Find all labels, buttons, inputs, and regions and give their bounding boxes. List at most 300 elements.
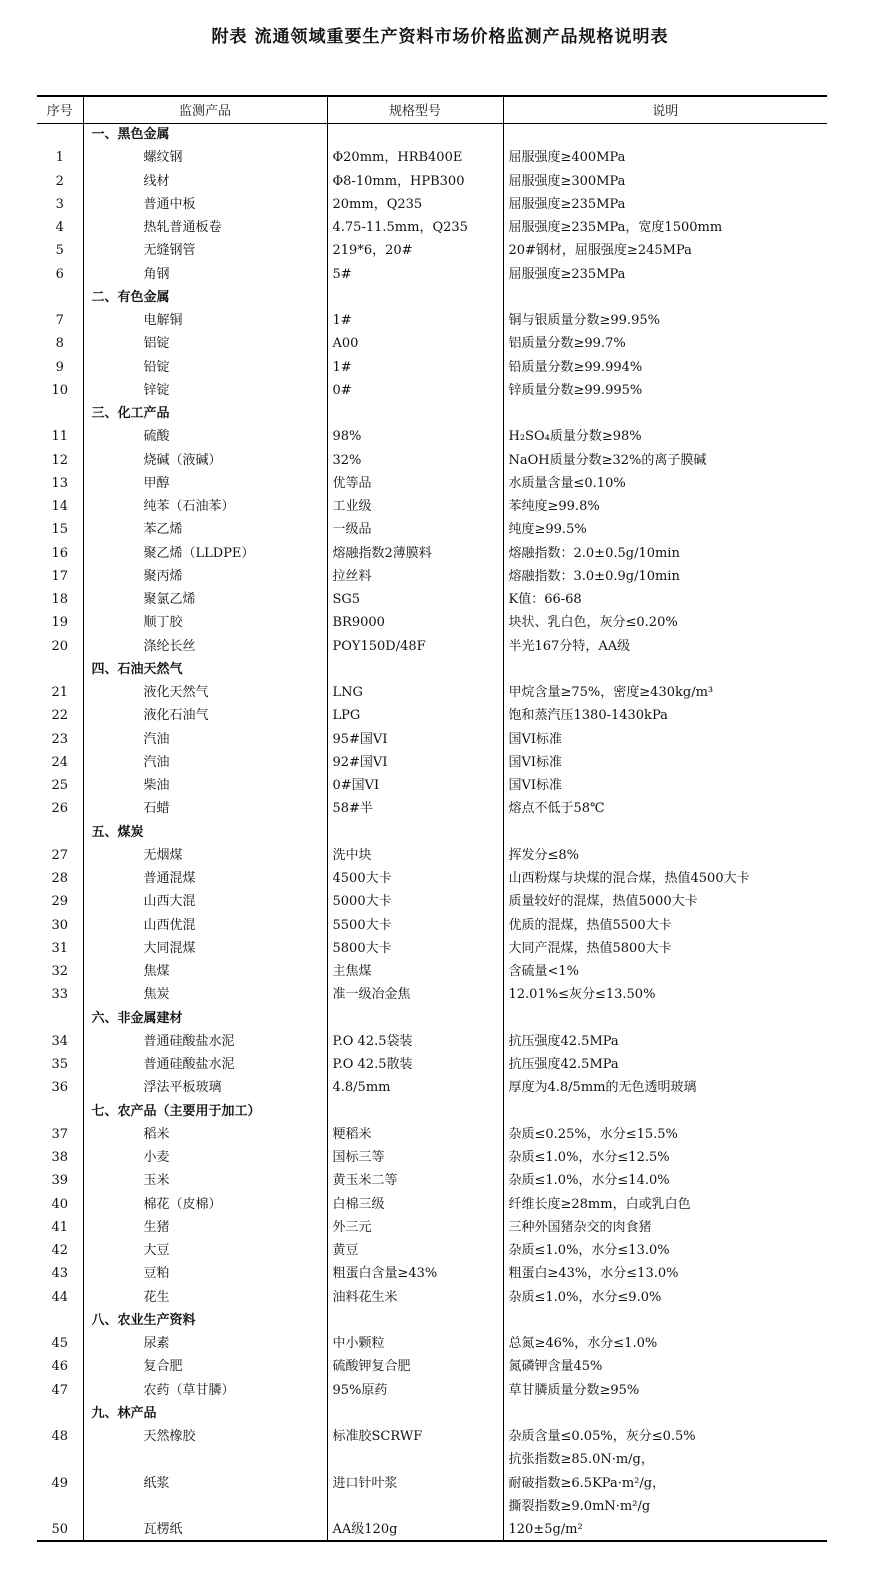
desc-cell: 国VI标准 bbox=[503, 751, 827, 774]
desc-cell: 熔点不低于58℃ bbox=[503, 797, 827, 820]
desc-cell: 甲烷含量≥75%，密度≥430kg/m³ bbox=[503, 681, 827, 704]
spec-table bbox=[37, 95, 827, 1542]
desc-cell: 12.01%≤灰分≤13.50% bbox=[503, 983, 827, 1006]
table-row bbox=[37, 1262, 827, 1285]
table-row bbox=[37, 332, 827, 355]
table-row bbox=[37, 425, 827, 448]
table-row bbox=[37, 1076, 827, 1099]
row-number: 41 bbox=[51, 1219, 69, 1235]
product-name: 汽油 bbox=[83, 728, 327, 751]
spec-cell: 98% bbox=[327, 425, 503, 448]
spec-cell bbox=[327, 123, 503, 146]
product-name: 山西大混 bbox=[83, 890, 327, 913]
desc-cell: 熔融指数：2.0±0.5g/10min bbox=[503, 542, 827, 565]
row-number: 4 bbox=[55, 220, 64, 236]
desc-cell: 锌质量分数≥99.995% bbox=[503, 379, 827, 402]
spec-cell: POY150D/48F bbox=[327, 635, 503, 658]
row-number: 23 bbox=[51, 731, 69, 747]
table-row bbox=[37, 983, 827, 1006]
product-name: 铝锭 bbox=[83, 332, 327, 355]
row-number: 40 bbox=[51, 1196, 69, 1212]
product-name: 普通中板 bbox=[83, 193, 327, 216]
product-name: 普通硅酸盐水泥 bbox=[83, 1030, 327, 1053]
row-number: 5 bbox=[55, 243, 64, 259]
desc-cell bbox=[503, 286, 827, 309]
desc-cell: 质量较好的混煤，热值5000大卡 bbox=[503, 890, 827, 913]
desc-cell: 水质量含量≤0.10% bbox=[503, 472, 827, 495]
product-name: 浮法平板玻璃 bbox=[83, 1076, 327, 1099]
spec-cell: SG5 bbox=[327, 588, 503, 611]
spec-cell: 95%原药 bbox=[327, 1379, 503, 1402]
product-name: 无缝钢管 bbox=[83, 239, 327, 262]
table-row bbox=[37, 1448, 827, 1471]
spec-cell: 外三元 bbox=[327, 1216, 503, 1239]
table-row bbox=[37, 937, 827, 960]
product-name: 铅锭 bbox=[83, 356, 327, 379]
table-row bbox=[37, 751, 827, 774]
row-number: 27 bbox=[51, 847, 69, 863]
row-number: 25 bbox=[51, 778, 69, 794]
desc-cell: 纯度≥99.5% bbox=[503, 518, 827, 541]
table-row bbox=[37, 611, 827, 634]
spec-cell bbox=[327, 1007, 503, 1030]
spec-cell: 粗蛋白含量≥43% bbox=[327, 1262, 503, 1285]
spec-cell: 主焦煤 bbox=[327, 960, 503, 983]
row-number: 31 bbox=[51, 940, 69, 956]
spec-cell: A00 bbox=[327, 332, 503, 355]
row-number: 14 bbox=[51, 499, 69, 515]
desc-cell: 三种外国猪杂交的肉食猪 bbox=[503, 1216, 827, 1239]
table-body bbox=[37, 123, 827, 1541]
row-number: 42 bbox=[51, 1243, 69, 1259]
row-number: 29 bbox=[51, 894, 69, 910]
spec-cell: 硫酸钾复合肥 bbox=[327, 1355, 503, 1378]
desc-cell: 山西粉煤与块煤的混合煤，热值4500大卡 bbox=[503, 867, 827, 890]
desc-cell bbox=[503, 1007, 827, 1030]
product-name: 豆粕 bbox=[83, 1262, 327, 1285]
desc-cell: K值：66-68 bbox=[503, 588, 827, 611]
row-number: 39 bbox=[51, 1173, 69, 1189]
header-product: 监测产品 bbox=[83, 96, 327, 123]
row-number: 2 bbox=[55, 173, 64, 189]
table-row bbox=[37, 1379, 827, 1402]
desc-cell: 铝质量分数≥99.7% bbox=[503, 332, 827, 355]
product-name bbox=[83, 1495, 327, 1518]
spec-cell: 32% bbox=[327, 449, 503, 472]
category-row bbox=[37, 658, 827, 681]
row-number: 36 bbox=[51, 1080, 69, 1096]
category-row bbox=[37, 821, 827, 844]
product-name: 柴油 bbox=[83, 774, 327, 797]
product-name: 稻米 bbox=[83, 1123, 327, 1146]
product-name bbox=[83, 1448, 327, 1471]
spec-cell bbox=[327, 821, 503, 844]
desc-cell: 大同产混煤，热值5800大卡 bbox=[503, 937, 827, 960]
table-row bbox=[37, 1193, 827, 1216]
table-row bbox=[37, 239, 827, 262]
category-label: 六、非金属建材 bbox=[83, 1007, 327, 1030]
row-number bbox=[37, 658, 83, 681]
spec-cell: 熔融指数2薄膜料 bbox=[327, 542, 503, 565]
spec-cell bbox=[327, 658, 503, 681]
table-row bbox=[37, 844, 827, 867]
row-number bbox=[37, 1309, 83, 1332]
product-name: 线材 bbox=[83, 170, 327, 193]
spec-cell bbox=[327, 1402, 503, 1425]
desc-cell: 杂质≤1.0%，水分≤14.0% bbox=[503, 1169, 827, 1192]
desc-cell bbox=[503, 123, 827, 146]
desc-cell: 屈服强度≥300MPa bbox=[503, 170, 827, 193]
table-row bbox=[37, 1332, 827, 1355]
product-name: 普通硅酸盐水泥 bbox=[83, 1053, 327, 1076]
table-row bbox=[37, 1169, 827, 1192]
row-number: 46 bbox=[51, 1359, 69, 1375]
desc-cell: 苯纯度≥99.8% bbox=[503, 495, 827, 518]
desc-cell: 厚度为4.8/5mm的无色透明玻璃 bbox=[503, 1076, 827, 1099]
row-number: 26 bbox=[51, 801, 69, 817]
table-row bbox=[37, 309, 827, 332]
spec-cell: 219*6，20# bbox=[327, 239, 503, 262]
table-row bbox=[37, 542, 827, 565]
table-row bbox=[37, 635, 827, 658]
category-label: 七、农产品（主要用于加工） bbox=[83, 1100, 327, 1123]
row-number: 24 bbox=[51, 754, 69, 770]
table-row bbox=[37, 449, 827, 472]
row-number bbox=[37, 1007, 83, 1030]
table-row bbox=[37, 1286, 827, 1309]
product-name: 热轧普通板卷 bbox=[83, 216, 327, 239]
table-row bbox=[37, 1146, 827, 1169]
row-number: 7 bbox=[55, 313, 64, 329]
product-name: 大豆 bbox=[83, 1239, 327, 1262]
product-name: 花生 bbox=[83, 1286, 327, 1309]
row-number: 9 bbox=[55, 359, 64, 375]
row-number: 34 bbox=[51, 1033, 69, 1049]
category-label: 一、黑色金属 bbox=[83, 123, 327, 146]
product-name: 普通混煤 bbox=[83, 867, 327, 890]
product-name: 焦煤 bbox=[83, 960, 327, 983]
spec-cell: 92#国VI bbox=[327, 751, 503, 774]
desc-cell: 抗压强度42.5MPa bbox=[503, 1053, 827, 1076]
product-name: 苯乙烯 bbox=[83, 518, 327, 541]
row-number: 22 bbox=[51, 708, 69, 724]
category-row bbox=[37, 123, 827, 146]
row-number: 30 bbox=[51, 917, 69, 933]
product-name: 尿素 bbox=[83, 1332, 327, 1355]
spec-cell bbox=[327, 1448, 503, 1471]
row-number: 37 bbox=[51, 1126, 69, 1142]
category-row bbox=[37, 402, 827, 425]
category-label: 八、农业生产资料 bbox=[83, 1309, 327, 1332]
spec-cell: P.O 42.5袋装 bbox=[327, 1030, 503, 1053]
spec-cell bbox=[327, 286, 503, 309]
desc-cell: 熔融指数：3.0±0.9g/10min bbox=[503, 565, 827, 588]
row-number: 20 bbox=[51, 638, 69, 654]
spec-cell: 20mm，Q235 bbox=[327, 193, 503, 216]
spec-cell: 5# bbox=[327, 263, 503, 286]
header-spec: 规格型号 bbox=[327, 96, 503, 123]
desc-cell: 杂质≤0.25%，水分≤15.5% bbox=[503, 1123, 827, 1146]
table-row bbox=[37, 146, 827, 169]
table-row bbox=[37, 356, 827, 379]
table-row bbox=[37, 914, 827, 937]
desc-cell bbox=[503, 658, 827, 681]
row-number: 15 bbox=[51, 522, 69, 538]
table-row bbox=[37, 1518, 827, 1541]
table-row bbox=[37, 681, 827, 704]
row-number: 45 bbox=[51, 1336, 69, 1352]
spec-cell: 4.75-11.5mm，Q235 bbox=[327, 216, 503, 239]
row-number bbox=[37, 286, 83, 309]
row-number: 19 bbox=[51, 615, 69, 631]
table-row bbox=[37, 472, 827, 495]
spec-cell: 白棉三级 bbox=[327, 1193, 503, 1216]
desc-cell: 屈服强度≥235MPa bbox=[503, 263, 827, 286]
row-number bbox=[37, 1495, 83, 1518]
spec-cell: Φ8-10mm，HPB300 bbox=[327, 170, 503, 193]
product-name: 纸浆 bbox=[83, 1472, 327, 1495]
table-header bbox=[37, 96, 827, 123]
desc-cell bbox=[503, 1100, 827, 1123]
desc-cell: 杂质≤1.0%，水分≤9.0% bbox=[503, 1286, 827, 1309]
desc-cell: 抗张指数≥85.0N·m/g， bbox=[503, 1448, 827, 1471]
table-row bbox=[37, 1425, 827, 1448]
desc-cell: 粗蛋白≥43%，水分≤13.0% bbox=[503, 1262, 827, 1285]
product-name: 聚乙烯（LLDPE） bbox=[83, 542, 327, 565]
desc-cell: 杂质≤1.0%，水分≤12.5% bbox=[503, 1146, 827, 1169]
table-row bbox=[37, 1472, 827, 1495]
table-row bbox=[37, 518, 827, 541]
category-row bbox=[37, 1007, 827, 1030]
table-row bbox=[37, 216, 827, 239]
table-row bbox=[37, 797, 827, 820]
desc-cell bbox=[503, 1309, 827, 1332]
desc-cell: 国VI标准 bbox=[503, 774, 827, 797]
spec-cell: 洗中块 bbox=[327, 844, 503, 867]
row-number: 13 bbox=[51, 475, 69, 491]
spec-cell: LNG bbox=[327, 681, 503, 704]
row-number: 6 bbox=[55, 266, 64, 282]
row-number: 1 bbox=[55, 150, 64, 166]
spec-cell bbox=[327, 1100, 503, 1123]
spec-cell: 58#半 bbox=[327, 797, 503, 820]
row-number: 47 bbox=[51, 1382, 69, 1398]
row-number: 49 bbox=[51, 1475, 69, 1491]
desc-cell: 草甘膦质量分数≥95% bbox=[503, 1379, 827, 1402]
table-row bbox=[37, 170, 827, 193]
product-name: 瓦楞纸 bbox=[83, 1518, 327, 1541]
spec-cell: 优等品 bbox=[327, 472, 503, 495]
category-label: 四、石油天然气 bbox=[83, 658, 327, 681]
desc-cell: H₂SO₄质量分数≥98% bbox=[503, 425, 827, 448]
spec-cell: 5500大卡 bbox=[327, 914, 503, 937]
spec-cell: 4500大卡 bbox=[327, 867, 503, 890]
page-title: 附表 流通领域重要生产资料市场价格监测产品规格说明表 bbox=[211, 27, 669, 47]
table-row bbox=[37, 1123, 827, 1146]
product-name: 石蜡 bbox=[83, 797, 327, 820]
category-label: 二、有色金属 bbox=[83, 286, 327, 309]
product-name: 农药（草甘膦） bbox=[83, 1379, 327, 1402]
product-name: 烧碱（液碱） bbox=[83, 449, 327, 472]
category-label: 九、林产品 bbox=[83, 1402, 327, 1425]
product-name: 涤纶长丝 bbox=[83, 635, 327, 658]
product-name: 纯苯（石油苯） bbox=[83, 495, 327, 518]
product-name: 电解铜 bbox=[83, 309, 327, 332]
spec-cell: 5800大卡 bbox=[327, 937, 503, 960]
product-name: 顺丁胶 bbox=[83, 611, 327, 634]
desc-cell: 优质的混煤，热值5500大卡 bbox=[503, 914, 827, 937]
spec-cell: 进口针叶浆 bbox=[327, 1472, 503, 1495]
desc-cell: 半光167分特，AA级 bbox=[503, 635, 827, 658]
table-row bbox=[37, 565, 827, 588]
spec-cell: 1# bbox=[327, 309, 503, 332]
row-number bbox=[37, 402, 83, 425]
product-name: 螺纹钢 bbox=[83, 146, 327, 169]
row-number bbox=[37, 1100, 83, 1123]
table-row bbox=[37, 867, 827, 890]
row-number: 17 bbox=[51, 568, 69, 584]
desc-cell: NaOH质量分数≥32%的离子膜碱 bbox=[503, 449, 827, 472]
desc-cell: 屈服强度≥235MPa，宽度1500mm bbox=[503, 216, 827, 239]
spec-cell: 黄豆 bbox=[327, 1239, 503, 1262]
spec-cell: 一级品 bbox=[327, 518, 503, 541]
row-number: 44 bbox=[51, 1289, 69, 1305]
desc-cell: 挥发分≤8% bbox=[503, 844, 827, 867]
header-no: 序号 bbox=[37, 96, 83, 123]
spec-cell: LPG bbox=[327, 704, 503, 727]
row-number: 33 bbox=[51, 987, 69, 1003]
desc-cell: 总氮≥46%，水分≤1.0% bbox=[503, 1332, 827, 1355]
row-number: 21 bbox=[51, 685, 69, 701]
desc-cell: 铜与银质量分数≥99.95% bbox=[503, 309, 827, 332]
category-row bbox=[37, 286, 827, 309]
table-row bbox=[37, 1216, 827, 1239]
table-row bbox=[37, 263, 827, 286]
desc-cell: 撕裂指数≥9.0mN·m²/g bbox=[503, 1495, 827, 1518]
desc-cell: 铅质量分数≥99.994% bbox=[503, 356, 827, 379]
table-row bbox=[37, 1239, 827, 1262]
spec-cell: 95#国VI bbox=[327, 728, 503, 751]
product-name: 玉米 bbox=[83, 1169, 327, 1192]
desc-cell: 屈服强度≥235MPa bbox=[503, 193, 827, 216]
product-name: 焦炭 bbox=[83, 983, 327, 1006]
desc-cell: 抗压强度42.5MPa bbox=[503, 1030, 827, 1053]
table-row bbox=[37, 1053, 827, 1076]
product-name: 角钢 bbox=[83, 263, 327, 286]
product-name: 生猪 bbox=[83, 1216, 327, 1239]
table-row bbox=[37, 1030, 827, 1053]
table-row bbox=[37, 728, 827, 751]
product-name: 液化石油气 bbox=[83, 704, 327, 727]
spec-cell: 准一级冶金焦 bbox=[327, 983, 503, 1006]
spec-cell: 中小颗粒 bbox=[327, 1332, 503, 1355]
row-number: 50 bbox=[37, 1518, 83, 1541]
product-name: 天然橡胶 bbox=[83, 1425, 327, 1448]
header-desc: 说明 bbox=[503, 96, 827, 123]
spec-cell: BR9000 bbox=[327, 611, 503, 634]
spec-cell bbox=[327, 1495, 503, 1518]
row-number: 28 bbox=[51, 871, 69, 887]
table-row bbox=[37, 193, 827, 216]
spec-cell: 0#国VI bbox=[327, 774, 503, 797]
desc-cell bbox=[503, 821, 827, 844]
spec-cell: 工业级 bbox=[327, 495, 503, 518]
desc-cell: 饱和蒸汽压1380-1430kPa bbox=[503, 704, 827, 727]
row-number: 8 bbox=[55, 336, 64, 352]
product-name: 硫酸 bbox=[83, 425, 327, 448]
row-number: 35 bbox=[51, 1057, 69, 1073]
table-row bbox=[37, 1495, 827, 1518]
category-row bbox=[37, 1309, 827, 1332]
product-name: 山西优混 bbox=[83, 914, 327, 937]
product-name: 汽油 bbox=[83, 751, 327, 774]
row-number: 16 bbox=[51, 545, 69, 561]
spec-cell bbox=[327, 1309, 503, 1332]
spec-cell: 黄玉米二等 bbox=[327, 1169, 503, 1192]
row-number bbox=[37, 123, 83, 146]
row-number: 10 bbox=[51, 382, 69, 398]
spec-cell: 粳稻米 bbox=[327, 1123, 503, 1146]
spec-cell: 国标三等 bbox=[327, 1146, 503, 1169]
row-number: 38 bbox=[51, 1150, 69, 1166]
category-row bbox=[37, 1402, 827, 1425]
desc-cell: 杂质含量≤0.05%，灰分≤0.5% bbox=[503, 1425, 827, 1448]
desc-cell: 氮磷钾含量45% bbox=[503, 1355, 827, 1378]
product-name: 复合肥 bbox=[83, 1355, 327, 1378]
product-name: 无烟煤 bbox=[83, 844, 327, 867]
table-row bbox=[37, 774, 827, 797]
row-number: 11 bbox=[51, 429, 69, 445]
table-row bbox=[37, 960, 827, 983]
category-row bbox=[37, 1100, 827, 1123]
row-number: 32 bbox=[51, 964, 69, 980]
product-name: 液化天然气 bbox=[83, 681, 327, 704]
row-number: 12 bbox=[51, 452, 69, 468]
spec-cell: 4.8/5mm bbox=[327, 1076, 503, 1099]
product-name: 小麦 bbox=[83, 1146, 327, 1169]
desc-cell: 20#钢材，屈服强度≥245MPa bbox=[503, 239, 827, 262]
spec-cell: 0# bbox=[327, 379, 503, 402]
spec-cell: 标准胶SCRWF bbox=[327, 1425, 503, 1448]
table-row bbox=[37, 379, 827, 402]
spec-cell: AA级120g bbox=[327, 1518, 503, 1541]
row-number bbox=[37, 821, 83, 844]
spec-cell: Φ20mm，HRB400E bbox=[327, 146, 503, 169]
table-row bbox=[37, 588, 827, 611]
category-label: 五、煤炭 bbox=[83, 821, 327, 844]
product-name: 聚丙烯 bbox=[83, 565, 327, 588]
row-number bbox=[37, 1402, 83, 1425]
desc-cell: 纤维长度≥28mm，白或乳白色 bbox=[503, 1193, 827, 1216]
product-name: 锌锭 bbox=[83, 379, 327, 402]
product-name: 棉花（皮棉） bbox=[83, 1193, 327, 1216]
product-name: 聚氯乙烯 bbox=[83, 588, 327, 611]
row-number bbox=[37, 1448, 83, 1471]
product-name: 甲醇 bbox=[83, 472, 327, 495]
row-number: 18 bbox=[51, 592, 69, 608]
table-row bbox=[37, 495, 827, 518]
desc-cell: 屈服强度≥400MPa bbox=[503, 146, 827, 169]
table-row bbox=[37, 890, 827, 913]
table-row bbox=[37, 1355, 827, 1378]
desc-cell: 国VI标准 bbox=[503, 728, 827, 751]
spec-cell: 1# bbox=[327, 356, 503, 379]
desc-cell bbox=[503, 402, 827, 425]
desc-cell: 杂质≤1.0%，水分≤13.0% bbox=[503, 1239, 827, 1262]
spec-cell bbox=[327, 402, 503, 425]
product-name: 大同混煤 bbox=[83, 937, 327, 960]
desc-cell: 耐破指数≥6.5KPa·m²/g， bbox=[503, 1472, 827, 1495]
